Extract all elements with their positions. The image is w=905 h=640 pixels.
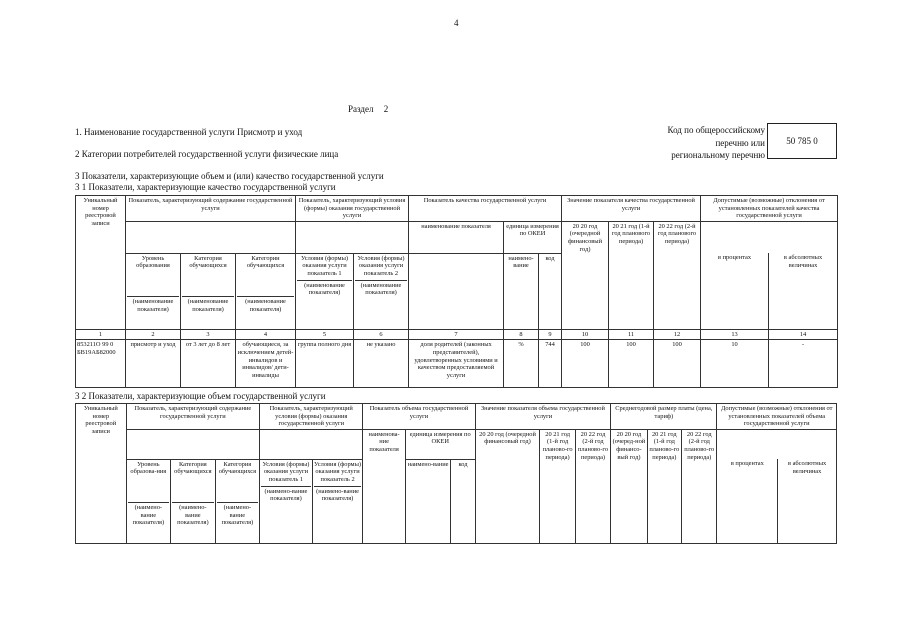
section-title: Раздел 2 [348, 104, 389, 114]
t2-h-content: Показатель, характеризующий содержание государственной услуги [126, 404, 260, 430]
t1-h-year1: 20 20 год (очередной финансовый год) [562, 221, 609, 329]
page-number: 4 [454, 18, 459, 28]
t2-h-price: Среднегодовой размер платы (цена, тариф) [611, 404, 717, 430]
t1-num: 2 [126, 329, 181, 340]
consumer-category-line: 2 Категории потребителей государственной услуги физические лица [75, 149, 339, 159]
t1-h-unique: Уникальный номер реестровой записи [76, 196, 126, 330]
t1-h-cond2: Условия (формы) оказания услуги показатель 2 (наименование показателя) [354, 253, 409, 329]
service-name-line: 1. Наименование государственной услуги Присмотр и уход [75, 127, 303, 137]
t2-h-name: наименова-ние показателя [363, 429, 405, 543]
quality-table [75, 195, 838, 388]
t1-row-c12: 100 [654, 340, 701, 388]
t1-row-c6: не указано [354, 340, 409, 388]
t2-h-cat1: Категория обучающихся (наимено-вание показателя) [171, 459, 216, 543]
t1-h-year3: 20 22 год (2-й год планового периода) [654, 221, 701, 329]
t1-row-c4: обучающиеся, за исключением детей-инвалидов и инвалидов/ дети-инвалиды [236, 340, 296, 388]
t1-row-c9: 744 [539, 340, 562, 388]
t1-h-level: Уровень образования (наименование показателя) [126, 253, 181, 329]
t1-num: 14 [769, 329, 838, 340]
t1-h-value: Значение показателя качества государственной услуги [562, 196, 701, 222]
t1-row-c14: - [769, 340, 838, 388]
t1-num: 7 [409, 329, 504, 340]
t1-num: 3 [181, 329, 236, 340]
t1-row-id: 853211О 99 0 БВ19АБ82000 [76, 340, 126, 388]
t2-h-price2: 20 21 год (1-й год планово-го периода) [647, 429, 681, 543]
t1-h-conditions: Показатель, характеризующий условия (формы) оказания государственной услуги [296, 196, 409, 222]
t2-h-cond1: Условия (формы) оказания услуги показатель 1 (наимено-вание показателя) [260, 459, 313, 543]
t2-h-conditions: Показатель, характеризующий условия (формы) оказания государственной услуги [260, 404, 363, 430]
t2-h-year2: 20 21 год (1-й год планово-го периода) [540, 429, 575, 543]
t1-h-ucode: код [539, 253, 562, 329]
t1-h-deviation: Допустимые (возможные) отклонения от установленных показателей качества государственной услуги [701, 196, 838, 222]
t1-num: 1 [76, 329, 126, 340]
t1-row-c5: группа полного дня [296, 340, 354, 388]
t2-h-unit: единица измерения по ОКЕИ [405, 429, 475, 459]
t1-h-cat2: Категории обучающихся (наименование показателя) [236, 253, 296, 329]
t2-h-unique: Уникальный номер реестровой записи [76, 404, 127, 544]
t1-num: 10 [562, 329, 609, 340]
t1-row-c8: % [504, 340, 539, 388]
t1-num: 8 [504, 329, 539, 340]
t1-num: 11 [609, 329, 654, 340]
t1-row-c7: доля родителей (законных представителей), удовлетворенных условиями и качеством предоставляемой услуги [409, 340, 504, 388]
t1-h-pct: в процентах [701, 253, 769, 329]
t1-num: 4 [236, 329, 296, 340]
t2-h-deviation: Допустимые (возможные) отклонения от установленных показателей объема государственной услуги [717, 404, 837, 430]
t2-h-pct: в процентах [717, 459, 778, 543]
volume-table [75, 403, 837, 544]
t1-h-cond1: Условия (формы) оказания услуги показатель 1 (наименование показателя) [296, 253, 354, 329]
t1-row-c2: присмотр и уход [126, 340, 181, 388]
t1-h-content: Показатель, характеризующий содержание государственной услуги [126, 196, 296, 222]
t1-h-unit: единица измерения по ОКЕИ [504, 221, 562, 253]
t1-row-c3: от 3 лет до 8 лет [181, 340, 236, 388]
t2-h-level: Уровень образова-ния (наимено-вание показателя) [126, 459, 171, 543]
t1-h-cat1: Категория обучающихся (наименование показателя) [181, 253, 236, 329]
t1-row-c11: 100 [609, 340, 654, 388]
t1-h-quality: Показатель качества государственной услуги [409, 196, 562, 222]
code-label: Код по общероссийскому перечню или региональному перечню [667, 125, 765, 160]
t2-h-cat2: Категория обучающихся (наимено-вание показателя) [215, 459, 260, 543]
t1-num: 5 [296, 329, 354, 340]
t1-num: 12 [654, 329, 701, 340]
volume-heading: 3 2 Показатели, характеризующие объем государственной услуги [75, 391, 326, 401]
t1-num: 13 [701, 329, 769, 340]
t2-h-value: Значение показателя объема государственной услуги [475, 404, 611, 430]
t2-h-cond2: Условия (формы) оказания услуги показатель 2 (наимено-вание показателя) [312, 459, 363, 543]
t2-h-ucode: код [451, 459, 475, 543]
indicators-heading: 3 Показатели, характеризующие объем и (или) качество государственной услуги [75, 171, 384, 181]
t1-num: 9 [539, 329, 562, 340]
t2-h-year3: 20 22 год (2-й год планово-го периода) [575, 429, 610, 543]
quality-heading: 3 1 Показатели, характеризующие качество государственной услуги [75, 182, 336, 192]
t1-h-abs: в абсолютных величинах [769, 253, 838, 329]
t2-h-price1: 20 20 год (очеред-ной финансо-вый год) [611, 429, 647, 543]
t2-h-year1: 20 20 год (очередной финансовый год) [475, 429, 540, 543]
t1-num: 6 [354, 329, 409, 340]
t1-h-uname: наимено-вание [504, 253, 539, 329]
t1-h-year2: 20 21 год (1-й год планового периода) [609, 221, 654, 329]
t2-h-price3: 20 22 год (2-й год планово-го периода) [682, 429, 717, 543]
t2-h-abs: в абсолютных величинах [778, 459, 837, 543]
t1-row-c10: 100 [562, 340, 609, 388]
t2-h-uname: наимено-вание [405, 459, 451, 543]
code-box: 50 785 0 [767, 123, 837, 159]
t2-h-volume: Показатель объема государственной услуги [363, 404, 475, 430]
t1-row-c13: 10 [701, 340, 769, 388]
t1-h-name: наименование показателя [409, 221, 504, 253]
